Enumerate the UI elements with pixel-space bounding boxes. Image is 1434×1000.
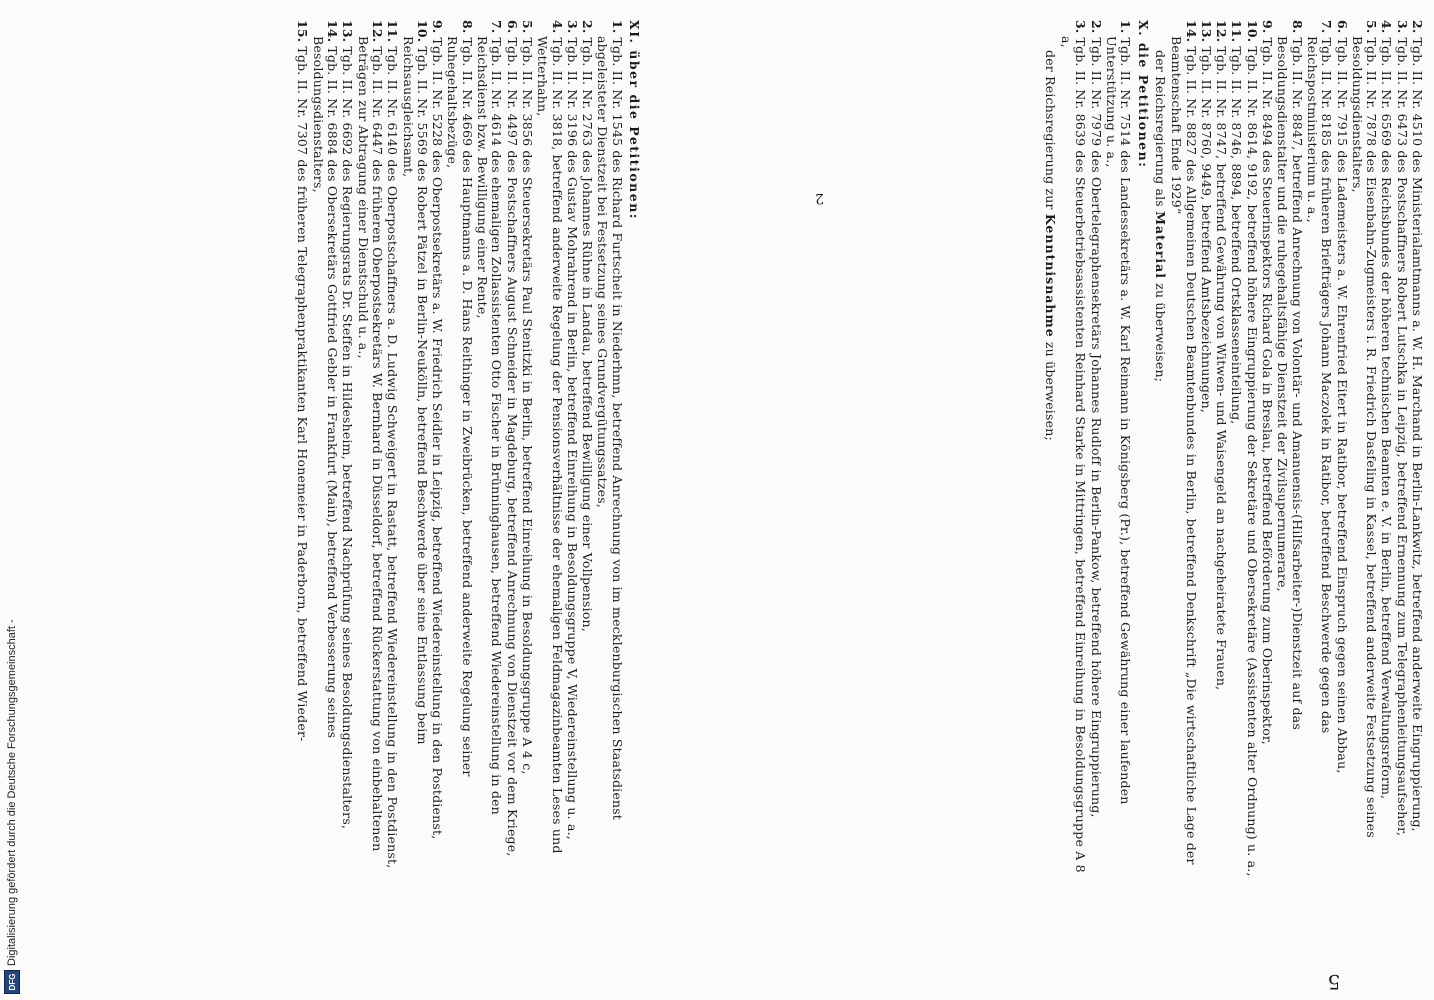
petition-entry — [1088, 20, 1102, 880]
right-text-column — [4, 20, 644, 880]
closing-kenntnis-emph: Kenntnisnahme — [1042, 213, 1058, 338]
petition-text: Tgb. II. Nr. 4510 des Ministerialamtmanns a. W. H. Marchand in Berlin-Lankwitz, betreffend anderweite Eingruppierung, — [1410, 37, 1425, 832]
digitization-credit — [0, 0, 24, 1000]
petition-entry — [1260, 20, 1274, 880]
petition-number: 1. — [1118, 20, 1134, 34]
petition-text: Tgb. II. Nr. 5569 des Robert Pätzel in Berlin-Neukölln, betreffend Beschwerde über seine Entlassung beim Reichsausgleichsamt, — [400, 36, 430, 745]
petition-text: Tgb. II. Nr. 8827 des Allgemeinen Deutschen Beamtenbundes in Berlin, betreffend Denkschrift „Die wirtschaftliche Lage der Beamtenschaft Ende 1929“ — [1169, 36, 1199, 865]
closing-material-emph: Material — [1152, 211, 1168, 279]
petition-text: Tgb. II. Nr. 8847, betreffend Anrechnung von Volontär- und Amanuensis-(Hilfsarbeiter-)Dienstzeit auf das Besoldungsdienstalter und die ruhegehaltsfähige Dienstzeit der Zivilsupernumerare, — [1275, 36, 1305, 730]
petition-number: 10. — [414, 20, 430, 43]
page-number: 5 — [1327, 970, 1341, 994]
petition-text: Tgb. II. Nr. 4497 des Postschaffners August Schneider in Magdeburg, betreffend Anrechnung von Dienstzeit vor dem Kriege, — [504, 37, 520, 857]
petition-entry — [430, 20, 444, 880]
petition-entry — [1334, 20, 1348, 880]
petition-number: 6. — [504, 20, 520, 34]
petition-text: Tgb. II. Nr. 7915 des Lademeisters a. W. Ehrenfried Eitert in Ratibor, betreffend Einspruch gegen seinen Abbau, — [1334, 37, 1350, 774]
closing-material — [1153, 20, 1167, 880]
petition-text: Tgb. II. Nr. 3856 des Steuersekretärs Paul Stenitzki in Berlin, betreffend Einreihung in Besoldungsgruppe A 4 c, — [519, 37, 535, 775]
closing-kenntnis — [1043, 20, 1057, 880]
petition-text: Tgb. II. Nr. 6140 des Oberpostschaffners a. D. Ludwig Schweigert in Rastatt, betreffend Wiedereinstellung in den Postdienst, — [385, 46, 401, 869]
petition-text: Tgb. II. Nr. 4669 des Hauptmanns a. D. Hans Reithinger in Zweibrücken, betreffend anderweite Regelung seiner Ruhegehaltsbezüge, — [445, 36, 475, 777]
dfg-logo-icon: DFG — [4, 970, 20, 994]
section-xi-heading: XI. über die Petitionen: — [627, 20, 642, 220]
credit-text: Digitalisierung gefördert durch die Deutsche Forschungsgemeinschaft - — [6, 619, 18, 966]
petition-entry — [1169, 20, 1198, 880]
petition-entry — [1229, 20, 1243, 880]
right-column-content — [294, 20, 644, 880]
petition-number: 3. — [1394, 20, 1410, 34]
petition-text: Tgb. II. Nr. 7979 des Obertelegraphensekretärs Johannes Rudloff in Berlin-Pankow, betreffend höhere Eingruppierung, — [1088, 37, 1104, 818]
petition-number: 13. — [1198, 20, 1214, 43]
petition-number: 11. — [1229, 20, 1245, 43]
petition-text: Tgb. II. Nr. 2763 des Johannes Rühne in Landau, betreffend Bewilligung einer Vollpension, — [580, 37, 596, 632]
petition-text: Tgb. II. Nr. 1545 des Richard Furtscheit in Niederhmn, betreffend Anrechnung von im mecklenburgischen Staatsdienst abgeleisteter Dienstzeit bei Festsetzung seines Grundvergütungssatzes, — [595, 36, 625, 821]
closing-material-post: zu überweisen; — [1152, 283, 1168, 383]
petition-text: Tgb. II. Nr. 6884 des Obersekretärs Gottfried Gebler in Frankfurt (Main), betreffend Verbesserung seines Besoldungsdienstalters, — [310, 36, 341, 739]
petition-text: Tgb. II. Nr. 8185 des früheren Briefträgers Johann Maczolek in Ratibor, betreffend Beschwerde gegen das Reichspostministerium u. a., — [1304, 36, 1335, 734]
petition-number: 3. — [564, 20, 580, 34]
petition-entry — [580, 20, 594, 880]
petition-number: 10. — [1244, 20, 1260, 43]
petition-text: Tgb. II. Nr. 6692 des Regierungsrats Dr. Steffen in Hildesheim, betreffend Nachprüfung seines Besoldungsdienstalters, — [340, 46, 356, 830]
petition-entry — [1104, 20, 1133, 880]
petition-entry — [1059, 20, 1088, 880]
petition-entry — [310, 20, 339, 880]
petition-entry — [1379, 20, 1393, 880]
petition-number: 4. — [549, 20, 565, 34]
petition-text: Tgb. II. Nr. 3196 des Gustav Mohrahrend in Berlin, betreffend Einreihung in Besoldungsgruppe V, Wiedereinstellung u. a., — [564, 37, 580, 840]
closing-kenntnis-post: zu überweisen; — [1042, 341, 1058, 441]
petition-number: 9. — [430, 20, 446, 34]
left-text-column — [784, 20, 1424, 880]
petition-entry — [1305, 20, 1334, 880]
petition-number: 6. — [1334, 20, 1350, 34]
footer-signature-mark: 2 — [815, 190, 824, 206]
petition-entry — [565, 20, 579, 880]
petition-number: 14. — [1183, 20, 1199, 43]
petition-number: 7. — [1319, 20, 1335, 34]
petition-entry — [520, 20, 534, 880]
petition-number: 2. — [1088, 20, 1104, 34]
petition-number: 7. — [489, 20, 505, 34]
petition-number: 15. — [295, 20, 311, 43]
petition-entry — [445, 20, 474, 880]
petition-text: Tgb. II. Nr. 4614 des ehemaligen Zollassistenten Otto Fischer in Brünninghausen, betreffend Wiedereinstellung in den Reichsdienst bzw. Bewilligung einer Rente, — [475, 36, 505, 815]
petition-text: Tgb. II. Nr. 8614, 9192, betreffend höhere Eingruppierung der Sekretäre und Obersekretäre (Assistenten alter Ordnung) u. a., — [1244, 46, 1260, 877]
petition-entry — [475, 20, 504, 880]
petition-entry — [1214, 20, 1228, 880]
petition-text: Tgb. II. Nr. 5228 des Oberpostsekretärs a. W. Friedrich Seidler in Leipzig, betreffend Wiedereinstellung in den Postdienst, — [430, 37, 446, 840]
petition-text: Tgb. II. Nr. 7514 des Landessekretärs a. W. Karl Reimann in Königsberg (Pr.), betreffend Gewährung einer laufenden Unterstützung u. a., — [1104, 36, 1134, 805]
petition-text: Tgb. II. Nr. 8746, 8894, betreffend Ortsklasseneinteilung, — [1229, 46, 1245, 425]
petition-text: Tgb. II. Nr. 6447 des früheren Oberpostsekretärs W. Bernhard in Düsseldorf, betreffend Rückerstattung von einbehaltenen Beträgen zur Abtragung einer Dienstschuld u. a., — [355, 36, 385, 852]
petition-number: 5. — [519, 20, 535, 34]
petition-entry — [595, 20, 624, 880]
left-column-content — [1043, 20, 1424, 880]
petition-entry — [340, 20, 354, 880]
closing-material-pre: der Reichsregierung als — [1152, 50, 1168, 207]
petition-text: Tgb. II. Nr. 8494 des Steuerinspektors Richard Gola in Breslau, betreffend Beförderung zum Oberinspektor, — [1260, 37, 1276, 745]
petition-entry — [355, 20, 384, 880]
petition-text: Tgb. II. Nr. 6569 des Reichsbundes der höheren technischen Beamten e. V. in Berlin, betreffend Verwaltungsreform, — [1379, 37, 1395, 800]
left-entries-list — [1169, 20, 1424, 880]
petition-text: Tgb. II. Nr. 8747, betreffend Gewährung von Witwen- und Waisengeld an nachgeheiratete Frauen, — [1214, 46, 1230, 691]
petition-text: Tgb. II. Nr. 8760, 9449, betreffend Amtsbezeichnungen, — [1198, 46, 1214, 414]
petition-entry — [400, 20, 429, 880]
petition-entry — [295, 20, 309, 880]
petition-entry — [385, 20, 399, 880]
petition-number: 14. — [325, 20, 341, 43]
petition-number: 8. — [459, 20, 475, 34]
petition-entry — [1394, 20, 1408, 880]
petition-number: 5. — [1364, 20, 1380, 34]
petition-number: 4. — [1379, 20, 1395, 34]
closing-kenntnis-pre: der Reichsregierung zur — [1042, 50, 1058, 210]
section-x-heading: X. die Petitionen: — [1135, 20, 1151, 169]
petition-text: Tgb. II. Nr. 8639 des Steuerbetriebsassistenten Reinhard Starke in Mittringen, betreffend Einreihung in Besoldungsgruppe A 8 a, — [1059, 36, 1089, 873]
petition-number: 13. — [340, 20, 356, 43]
petition-number: 12. — [1214, 20, 1230, 43]
section-x-entries-list — [1059, 20, 1132, 880]
petition-entry — [504, 20, 518, 880]
petition-entry — [1199, 20, 1213, 880]
petition-text: Tgb. II. Nr. 6473 des Postschaffners Robert Lutschka in Leipzig, betreffend Ernennung zum Telegraphenleitungsaufseher, — [1394, 37, 1410, 837]
petition-number: 2. — [580, 20, 596, 34]
petition-number: 2. — [1410, 20, 1425, 34]
petition-entry — [1410, 20, 1424, 880]
petition-entry — [1244, 20, 1258, 880]
petition-number: 1. — [609, 20, 625, 34]
petition-text: Tgb. II. Nr. 7878 des Eisenbahn-Zugmeisters i. R. Friedrich Dasfeling in Kassel, betreffend anderweite Festsetzung seines Besoldungsdienstalters, — [1349, 36, 1380, 838]
petition-entry — [535, 20, 564, 880]
petition-entry — [1275, 20, 1304, 880]
petition-number: 8. — [1289, 20, 1305, 34]
petition-text: Tgb. II. Nr. 3818, betreffend anderweite Regelung der Pensionsverhältnisse der ehemaligen Feldmagazinbeamten Leses und Wetterhahn, — [535, 36, 565, 854]
petition-entry — [1350, 20, 1379, 880]
petition-number: 12. — [369, 20, 385, 43]
petition-number: 3. — [1073, 20, 1089, 34]
petition-number: 9. — [1260, 20, 1276, 34]
petition-number: 11. — [385, 20, 401, 43]
right-entries-list — [295, 20, 624, 880]
petition-text: Tgb. II. Nr. 7307 des früheren Telegraphenpraktikanten Karl Honemeier in Paderborn, betreffend Wieder- — [295, 46, 311, 742]
